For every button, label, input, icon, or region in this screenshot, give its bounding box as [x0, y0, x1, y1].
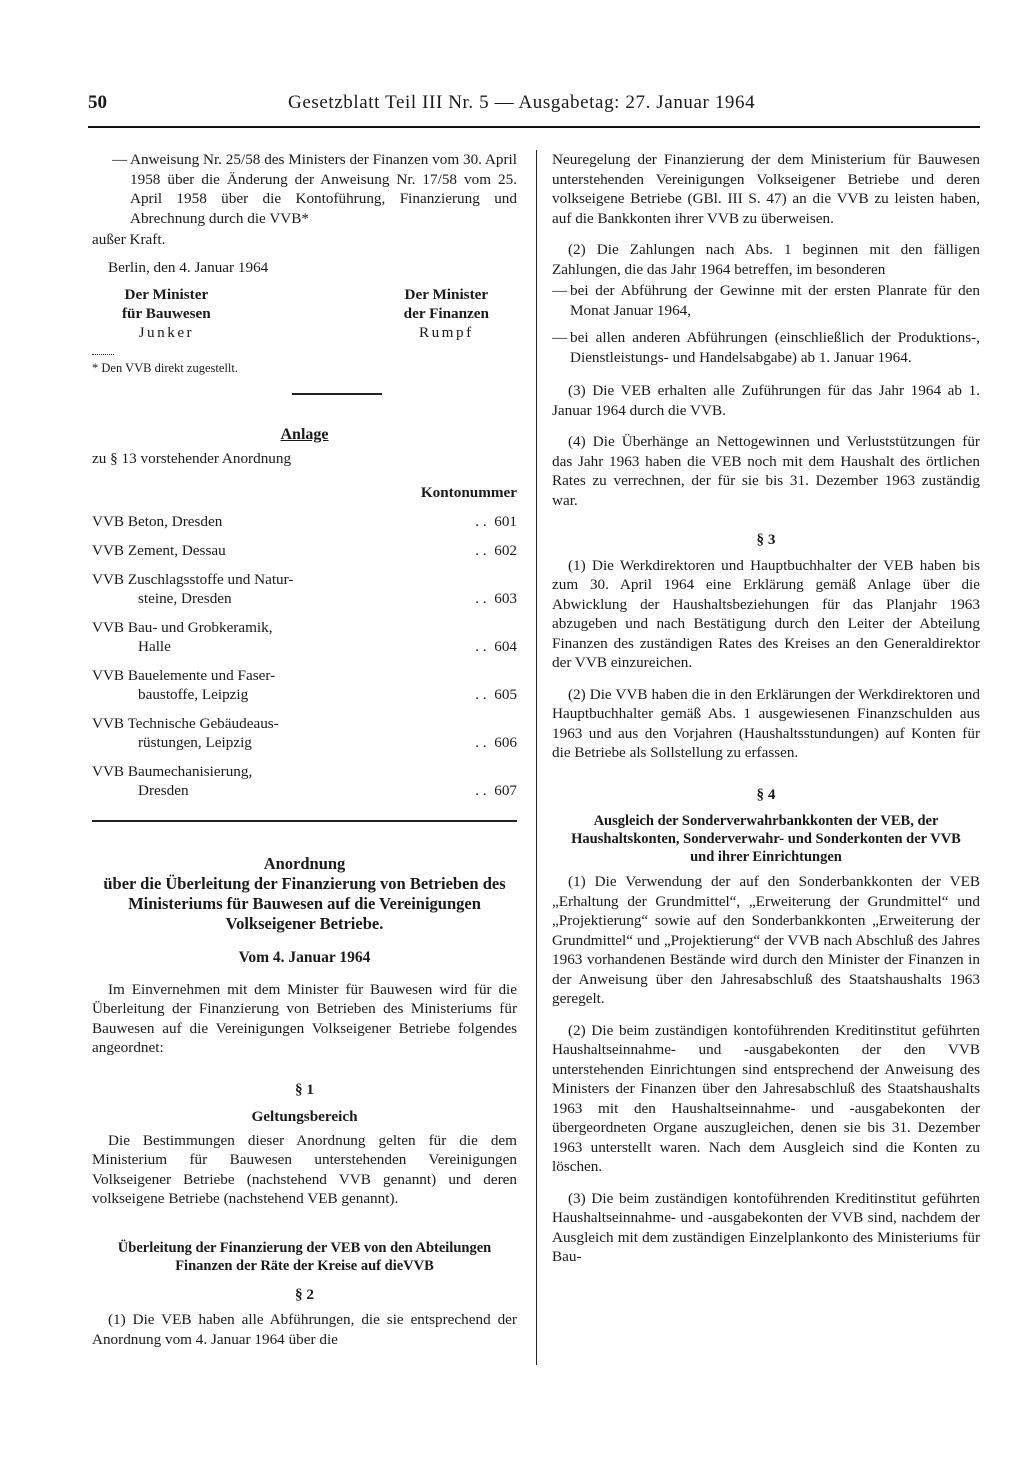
section-4-heading: Ausgleich der Sonderverwahrbankkonten der VEB, der Haushaltskonten, Sonderverwahr- und Sonderkonten der VVB und ihrer Einrichtungen [571, 813, 961, 865]
account-name: VVB Zuschlagsstoffe und Natur- steine, Dresden [92, 571, 294, 607]
section-4-number: § 4 [756, 785, 776, 803]
account-number: . . 602 [475, 542, 517, 559]
account-name: VVB Bau- und Grobkeramik, Halle [92, 619, 273, 655]
footnote: * Den VVB direkt zugestellt. [92, 361, 238, 375]
account-number: . . 605 [475, 686, 517, 703]
right-column [552, 150, 980, 1267]
page-number: 50 [88, 92, 107, 113]
account-row [92, 512, 517, 531]
section-1-heading: Geltungsbereich [251, 1108, 358, 1125]
row-gap [92, 531, 517, 541]
anordnung-subtitle: über die Überleitung der Finanzierung von Betrieben des Ministeriums für Bauwesen auf die Vereinigungen Volkseigener Betriebe. [103, 874, 506, 933]
preamble: Im Einvernehmen mit dem Minister für Bauwesen wird für die Überleitung der Finanzierung von Betrieben des Ministeriums für Bauwesen auf die Vereinigungen Volkseigener Betriebe folgendes angeordnet: [92, 980, 517, 1056]
section-3-number: § 3 [756, 531, 776, 548]
account-number: . . 601 [475, 513, 517, 530]
ausser-kraft: außer Kraft. [92, 231, 166, 248]
anlage-subtitle: zu § 13 vorstehender Anordnung [92, 450, 292, 467]
account-table [92, 512, 517, 800]
decree-date: Vom 4. Januar 1964 [238, 949, 371, 966]
header-rule [88, 126, 980, 128]
section-4-paragraph-2: (2) Die beim zuständigen kontoführenden Kreditinstitut geführten Haushaltseinnahme- und -ausgabekonten der den VVB unterstehenden Einrichtungen sind entsprechend der Anweisung des Ministers der Finanzen über den Jahresabschluß des Staatshaushalts 1963 mit den Haushaltseinnahme- und -ausgabekonten der übergeordneten Organe auszugleichen, denen sie bis 31. Dezember 1963 unterstellt waren. Nach dem Ausgleich sind die Konten zu löschen. [552, 1021, 980, 1175]
page-header [88, 92, 980, 120]
account-name: VVB Bauelemente und Faser- baustoffe, Leipzig [92, 667, 276, 703]
section-3-paragraph-1: (1) Die Werkdirektoren und Hauptbuchhalter der VEB haben bis zum 30. April 1964 eine Erklärung gemäß Anlage über die Abwicklung der Haushaltsbeziehungen für das Planjahr 1963 abzugeben und nach Bestätigung durch den Leiter der Abteilung Finanzen des zuständigen Rates des Kreises an den Generaldirektor der VVB einzureichen. [552, 556, 980, 671]
section-1-number: § 1 [295, 1080, 314, 1098]
account-name: VVB Zement, Dessau [92, 542, 226, 559]
section-rule [292, 393, 382, 395]
section-2-item-1: — bei der Abführung der Gewinne mit der ersten Planrate für den Monat Januar 1964, [552, 282, 980, 319]
signatory-name: Rumpf [418, 324, 474, 341]
section-4-paragraph-1: (1) Die Verwendung der auf den Sonderbankkonten der VEB „Erhaltung der Grundmittel“, „Erweiterung der Grundmittel“ und „Projektierung“ sowie auf den Sonderbankkonten „Erweiterung der Grundmittel“ und „Projektierung“ der VVB nach Abschluß des Jahres 1963 vorhandenen Bestände wird durch den Minister der Finanzen in der Anweisung über den Jahresabschluß des Staatshaushalts 1963 geregelt. [552, 873, 980, 1007]
left-column [92, 150, 517, 1349]
account-row [92, 570, 517, 608]
signatory-name: Junker [138, 324, 195, 341]
place-date: Berlin, den 4. Januar 1964 [108, 258, 269, 276]
account-name: VVB Beton, Dresden [92, 513, 223, 530]
account-row [92, 541, 517, 560]
anlage-title: Anlage [280, 425, 329, 443]
section-2-paragraph-2: (2) Die Zahlungen nach Abs. 1 beginnen mit den fälligen Zahlungen, die das Jahr 1964 betreffen, im besonderen [552, 241, 980, 278]
account-number: . . 607 [475, 782, 517, 799]
account-name: VVB Technische Gebäudeaus- rüstungen, Leipzig [92, 715, 279, 751]
row-gap [92, 752, 517, 762]
section-2-item-2: — bei allen anderen Abführungen (einschließlich der Produktions-, Dienstleistungs- und Handelsabgabe) ab 1. Januar 1964. [552, 329, 980, 366]
section-2-paragraph-3: (3) Die VEB erhalten alle Zuführungen für das Jahr 1964 ab 1. Januar 1964 durch die VVB. [552, 382, 980, 419]
row-gap [92, 560, 517, 570]
section-4-paragraph-3: (3) Die beim zuständigen kontoführenden Kreditinstitut geführten Haushaltseinnahme- und -ausgabekonten der VVB sind, nachdem der Ausgleich mit dem zuständigen Einzelplankonto des Ministeriums für Bau- [552, 1189, 980, 1265]
section-2-paragraph-1-cont: Neuregelung der Finanzierung der dem Ministerium für Bauwesen unterstehenden Vereinigungen Volkseigener Betriebe und deren volkseigene Betriebe (GBl. III S. 47) an die VVB zu leisten haben, auf die Bankkonten ihrer VVB zu überweisen. [552, 151, 980, 227]
transfer-heading: Überleitung der Finanzierung der VEB von den Abteilungen Finanzen der Räte der Kreise auf dieVVB [117, 1239, 492, 1274]
gazette-title: Gesetzblatt Teil III Nr. 5 — Ausgabetag: 27. Januar 1964 [288, 92, 756, 113]
section-2-number: § 2 [295, 1285, 314, 1303]
section-3-paragraph-2: (2) Die VVB haben die in den Erklärungen der Werkdirektoren und Hauptbuchhalter gemäß Abs. 1 ausgewiesenen Finanzschulden aus 1963 und aus den Vorjahren (Haushaltsstundungen) auf Konten für die Betriebe als Sollstellung zu erfassen. [552, 685, 980, 761]
section-rule-full [92, 820, 517, 822]
anordnung-title: Anordnung [263, 854, 346, 873]
account-number: . . 604 [475, 638, 517, 655]
account-row [92, 714, 517, 752]
signature-construction: Der Minister für Bauwesen Junker [122, 286, 211, 341]
account-number: . . 606 [475, 734, 517, 751]
column-divider [536, 150, 537, 1365]
section-2-paragraph-4: (4) Die Überhänge an Nettogewinnen und Verluststützungen für das Jahr 1963 haben die VEB noch mit dem Haushalt des örtlichen Rates zu verrechnen, der für sie bis 31. Dezember 1963 zuständig war. [552, 433, 980, 509]
account-number: . . 603 [475, 590, 517, 607]
account-row [92, 618, 517, 656]
account-column-header: Kontonummer [420, 483, 517, 501]
signature-finance: Der Minister der Finanzen Rumpf [403, 286, 489, 341]
account-row [92, 762, 517, 800]
section-2-paragraph-1: (1) Die VEB haben alle Abführungen, die sie entsprechend der Anordnung vom 4. Januar 1964 über die [92, 1311, 517, 1348]
repealed-directive: — Anweisung Nr. 25/58 des Ministers der Finanzen vom 30. April 1958 über die Änderung der Anweisung Nr. 17/58 vom 25. April 1958 über die Kontoführung, Finanzierung und Abrechnung durch die VVB* [112, 151, 517, 227]
section-1-text: Die Bestimmungen dieser Anordnung gelten für die dem Ministerium für Bauwesen unterstehenden Vereinigungen Volkseigener Betriebe (nachstehend VVB genannt) und deren volkseigene Betriebe (nachstehend VEB genannt). [92, 1131, 517, 1207]
footnote-rule [92, 354, 114, 355]
signatures [122, 285, 489, 342]
account-name: VVB Baumechanisierung, Dresden [92, 763, 253, 799]
row-gap [92, 656, 517, 666]
account-row [92, 666, 517, 704]
row-gap [92, 608, 517, 618]
row-gap [92, 704, 517, 714]
